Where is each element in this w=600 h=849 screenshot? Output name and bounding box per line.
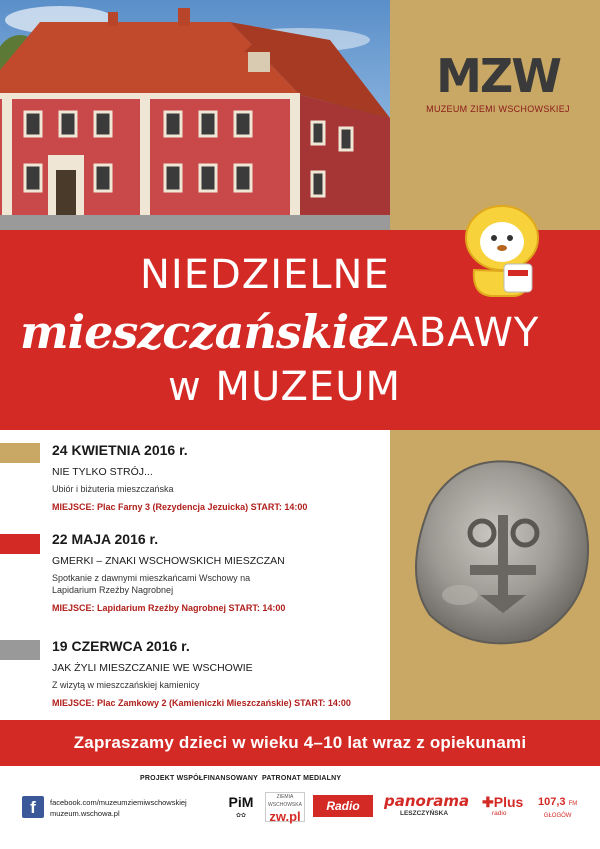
panorama-logo: panorama xyxy=(384,792,470,810)
frequency-value: 107,3 xyxy=(538,796,566,808)
event-place: MIEJSCE: Plac Zamkowy 2 (Kamieniczki Mieszczańskie) START: 14:00 xyxy=(52,698,351,708)
cofinanced-label: PROJEKT WSPÓŁFINANSOWANY xyxy=(140,775,258,782)
event-date: 22 MAJA 2016 r. xyxy=(52,531,159,547)
event-description: Spotkanie z dawnymi mieszkańcami Wschowy na Lapidarium Rzeźby Nagrobnej xyxy=(52,573,251,595)
footer-links xyxy=(50,797,187,819)
event-title: NIE TYLKO STRÓJ... xyxy=(52,466,153,478)
title-script-word: mieszczańskie xyxy=(20,305,377,359)
event-item xyxy=(52,442,388,512)
event-marker-gray xyxy=(0,640,40,660)
event-description: Z wizytą w mieszczańskiej kamienicy xyxy=(52,680,200,690)
zw-main-text: zw.pl xyxy=(269,809,301,824)
frequency-unit: FM xyxy=(568,801,578,807)
title-line-w-muzeum: w MUZEUM xyxy=(168,364,401,410)
title-line-niedzielne: NIEDZIELNE xyxy=(140,252,390,298)
zw-top-text: ZIEMIA WSCHOWSKA xyxy=(268,794,302,808)
plus-text: Plus xyxy=(493,794,524,810)
pim-logo xyxy=(225,795,257,823)
panorama-subtitle: LESZCZYŃSKA xyxy=(400,810,449,817)
event-date: 24 KWIETNIA 2016 r. xyxy=(52,442,188,458)
event-place: MIEJSCE: Lapidarium Rzeźby Nagrobnej START: 14:00 xyxy=(52,603,286,613)
event-item xyxy=(52,638,388,708)
pim-figures-icon: ✿✿ xyxy=(235,813,247,819)
event-title: JAK ŻYLI MIESZCZANIE WE WSCHOWIE xyxy=(52,662,253,674)
frequency-city: GŁOGÓW xyxy=(543,813,572,819)
historic-seal-image xyxy=(400,445,595,655)
lion-mascot-icon xyxy=(452,200,552,300)
museum-logo xyxy=(418,49,578,114)
pim-text: PiM xyxy=(228,794,254,810)
radio-elka-logo: Radio Elka xyxy=(313,795,373,817)
event-date: 19 CZERWCA 2016 r. xyxy=(52,638,190,654)
gold-panel-top xyxy=(390,0,600,230)
facebook-icon[interactable]: f xyxy=(22,796,44,818)
museum-name: MUZEUM ZIEMI WSCHOWSKIEJ xyxy=(426,104,570,114)
website-link[interactable]: muzeum.wschowa.pl xyxy=(50,809,120,818)
radio-plus-logo: ✚Plus xyxy=(482,794,524,810)
event-title: GMERKI – ZNAKI WSCHOWSKICH MIESZCZAN xyxy=(52,555,285,567)
event-item xyxy=(52,531,388,613)
logo-mark: MZW xyxy=(436,49,560,103)
patronage-label: PATRONAT MEDIALNY xyxy=(262,775,342,782)
frequency-logo xyxy=(538,796,577,822)
plus-subtitle: radio xyxy=(492,810,507,817)
facebook-link[interactable]: facebook.com/muzeumziemiwschowskiej xyxy=(50,798,187,807)
museum-building-photo xyxy=(0,0,390,230)
event-description: Ubiór i biżuteria mieszczańska xyxy=(52,484,174,494)
event-marker-red xyxy=(0,534,40,554)
event-place: MIEJSCE: Plac Farny 3 (Rezydencja Jezuicka) START: 14:00 xyxy=(52,502,308,512)
event-marker-gold xyxy=(0,443,40,463)
zw-pl-logo xyxy=(265,792,305,822)
invite-banner xyxy=(0,720,600,766)
title-line-zabawy: ZABAWY xyxy=(362,310,540,356)
invite-text: Zapraszamy dzieci w wieku 4–10 lat wraz z opiekunami xyxy=(73,733,527,752)
